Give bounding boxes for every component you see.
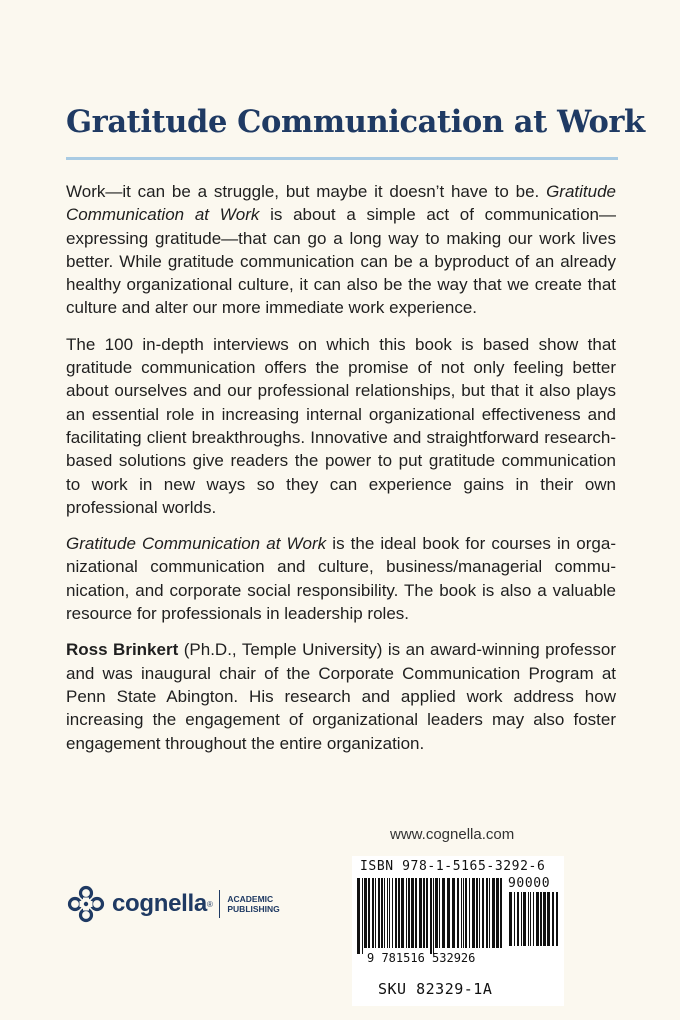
barcode-bar (368, 878, 370, 948)
barcode-bar (411, 878, 414, 948)
cognella-knot-logo-icon (66, 884, 106, 924)
addon-barcode (508, 892, 560, 952)
barcode-bar (523, 892, 526, 946)
author-name: Ross Brinkert (66, 640, 179, 660)
publisher-website: www.cognella.com (390, 826, 515, 843)
book-title: Gratitude Communication at Work (66, 104, 645, 140)
barcode-bar (463, 878, 464, 948)
barcode-bar (461, 878, 462, 948)
trademark-symbol: ® (206, 899, 213, 909)
barcode-bar (482, 878, 484, 948)
barcode-bar (469, 878, 470, 948)
price-code: 90000 (508, 876, 551, 891)
barcode-bar (401, 878, 404, 948)
barcode-bar (486, 878, 488, 948)
book-title-italic: Gratitude Communication at Work (66, 534, 327, 554)
barcode-bar (552, 892, 554, 946)
barcode-bar (547, 892, 550, 946)
barcode-bar (517, 892, 519, 946)
barcode-bar (384, 878, 385, 948)
barcode-bar (457, 878, 459, 948)
barcode-bar (423, 878, 425, 948)
title-divider (66, 157, 618, 160)
barcode-bar (435, 878, 438, 948)
blurb-paragraph-1: Work—it can be a struggle, but maybe it doesn’t have to be. Gratitude Communication at Work is about a simple act of communication—expressing gratitude—that can go a long way to making our work lives better. While gratitude communication can be a byproduct of an already healthy organizational culture, it can also be the way that we create that culture and alter our more immediate work experience. (66, 182, 616, 318)
barcode-bar (556, 892, 558, 946)
barcode-bar (387, 878, 388, 948)
book-title-italic: Gratitude Communication at Work (66, 182, 616, 225)
barcode-bar (389, 878, 390, 948)
barcode-bar (426, 878, 428, 948)
barcode-label (352, 856, 564, 1006)
barcode-bar (452, 878, 455, 948)
barcode-bar (378, 878, 380, 948)
barcode-digits: 9 781516 532926 (367, 951, 476, 965)
blurb (66, 180, 616, 768)
barcode-bar (406, 878, 407, 948)
barcode-bar (489, 878, 490, 948)
publisher-logo (66, 884, 280, 924)
barcode-bar (476, 878, 478, 948)
barcode-bar (528, 892, 529, 946)
barcode-bar (375, 878, 376, 948)
logo-divider (219, 890, 221, 918)
barcode-bar (357, 878, 360, 954)
blurb-paragraph-3: Gratitude Communication at Work is the ideal book for courses in organizational communication and culture, business/managerial communication, and corporate social responsibility. The book is also a valuable resource for professionals in leadership roles. (66, 534, 616, 624)
barcode-bar (492, 878, 495, 948)
barcode-bar (362, 878, 363, 954)
barcode-bar (533, 892, 534, 946)
author-bio: Ross Brinkert (Ph.D., Temple University) is an award-winning professor and was inaugural chair of the Corporate Communication Program at Penn State Abington. His research and applied work address how increasing the engagement of organizational leaders may also foster engagement throughout the entire organization. (66, 640, 616, 753)
barcode-bar (430, 878, 432, 954)
barcode-bar (392, 878, 393, 948)
isbn-text: ISBN 978-1-5165-3292-6 (360, 859, 546, 874)
barcode-bar (408, 878, 410, 948)
sku-text: SKU 82329-1A (378, 980, 493, 998)
barcode-bar (514, 892, 515, 946)
barcode-bar (500, 878, 502, 948)
barcode-bar (465, 878, 467, 948)
publisher-name: cognella (112, 890, 207, 917)
barcode-bar (521, 892, 522, 946)
barcode-bar (433, 878, 434, 954)
barcode-bar (415, 878, 417, 948)
barcode-bar (398, 878, 400, 948)
barcode-bar (509, 892, 512, 946)
barcode-bar (472, 878, 475, 948)
barcode-bar (395, 878, 397, 948)
barcode-bar (540, 892, 542, 946)
barcode-bar (479, 878, 480, 948)
publisher-tagline: ACADEMIC PUBLISHING (227, 894, 280, 914)
barcode-bar (442, 878, 445, 948)
blurb-paragraph-2: The 100 in-depth interviews on which this book is based show that gratitude communication offers the promise of not only feeling better about ourselves and our professional relationships, but that it also plays an essential role in increasing internal organizational effectiveness and facilitating client breakthroughs. Innovative and straightforward research-based solutions give readers the power to put gratitude communication to work in new ways so they can experience gains in their own professional worlds. (66, 334, 616, 517)
barcode-bar (496, 878, 499, 948)
barcode-bar (447, 878, 450, 948)
barcode-bar (372, 878, 374, 948)
barcode-bar (364, 878, 367, 948)
isbn-barcode (356, 878, 506, 954)
barcode-bar (536, 892, 539, 946)
barcode-bar (419, 878, 422, 948)
barcode-bar (530, 892, 531, 946)
barcode-bar (381, 878, 383, 948)
barcode-bar (543, 892, 546, 946)
barcode-bar (439, 878, 440, 948)
